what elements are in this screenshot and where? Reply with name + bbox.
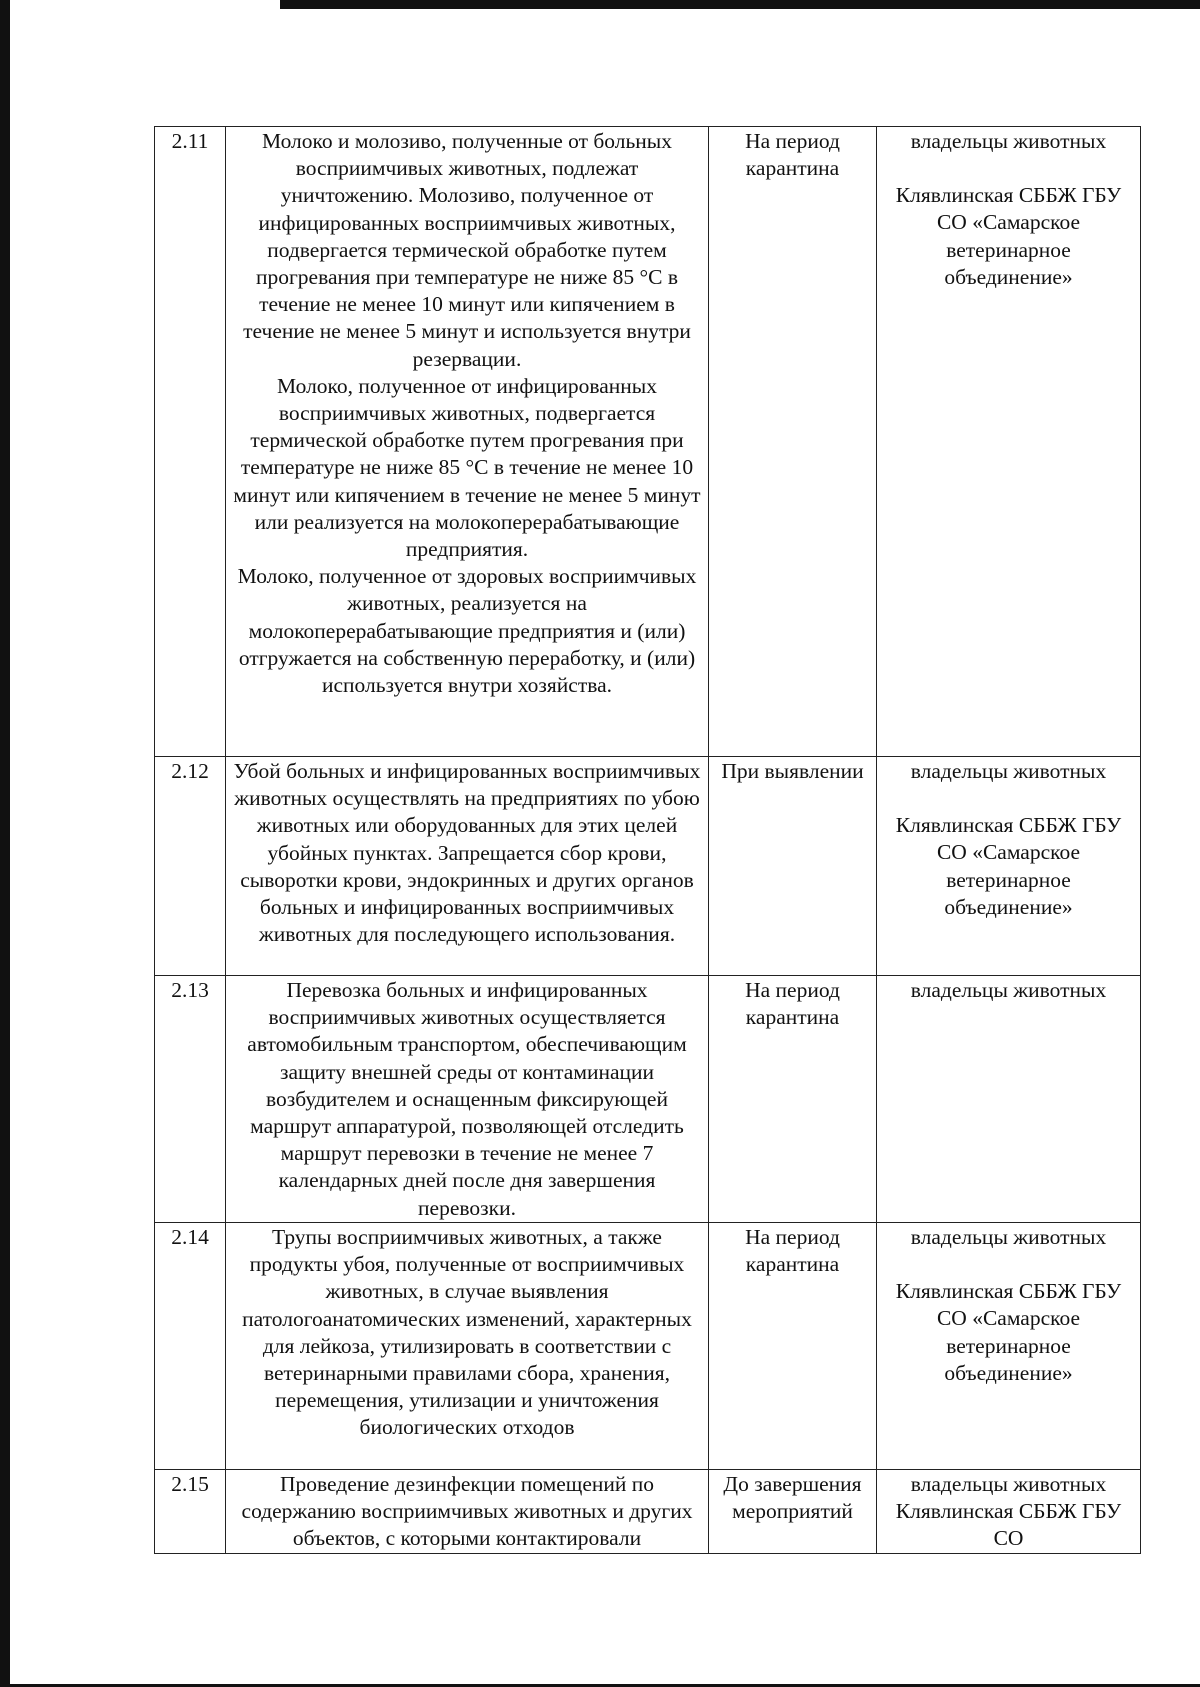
responsible-organization: Клявлинская СББЖ ГБУ СО «Самарское ветеринарное объединение» <box>895 813 1122 919</box>
measure-term: До завершения мероприятий <box>709 1470 877 1554</box>
table-row <box>155 1470 1141 1554</box>
responsible-owner: владельцы животных <box>910 759 1107 783</box>
responsible-organization: Клявлинская СББЖ ГБУ СО <box>895 1499 1122 1551</box>
description-paragraph: Проведение дезинфекции помещений по содержанию восприимчивых животных и других объектов, с которыми контактировали <box>241 1472 693 1551</box>
measure-term: На период карантина <box>709 127 877 757</box>
responsible-owner: владельцы животных <box>910 1472 1107 1496</box>
responsible-party <box>877 1470 1141 1554</box>
table-row <box>155 127 1141 757</box>
item-number: 2.13 <box>155 976 226 1223</box>
description-paragraph: Трупы восприимчивых животных, а также продукты убоя, полученные от восприимчивых животных, в случае выявления патологоанатомических изменений, характерных для лейкоза, утилизировать в соответствии с ветеринарными правилами сбора, хранения, перемещения, утилизации и уничтожения биологических отходов <box>242 1225 692 1440</box>
responsible-organization: Клявлинская СББЖ ГБУ СО «Самарское ветеринарное объединение» <box>895 1279 1122 1385</box>
table-row <box>155 1223 1141 1470</box>
measure-description <box>226 757 709 976</box>
description-paragraph: Молоко и молозиво, полученные от больных восприимчивых животных, подлежат уничтожению. Молозиво, полученное от инфицированных восприимчивых животных, подвергается термической обработке путем прогревания при температуре не ниже 85 °С в течение не менее 10 минут или кипячением в течение не менее 5 минут и используется внутри резервации. <box>243 129 691 371</box>
description-paragraph: Молоко, полученное от здоровых восприимчивых животных, реализуется на молокоперерабатывающие предприятия и (или) отгружается на собственную переработку, и (или) используется внутри хозяйства. <box>237 564 697 698</box>
scan-border-left <box>0 0 10 1687</box>
measure-description <box>226 127 709 757</box>
responsible-owner: владельцы животных <box>910 978 1107 1002</box>
item-number: 2.15 <box>155 1470 226 1554</box>
measure-term: На период карантина <box>709 1223 877 1470</box>
item-number: 2.11 <box>155 127 226 757</box>
table-row <box>155 976 1141 1223</box>
responsible-owner: владельцы животных <box>910 1225 1107 1249</box>
responsible-organization: Клявлинская СББЖ ГБУ СО «Самарское ветеринарное объединение» <box>895 183 1122 289</box>
responsible-owner: владельцы животных <box>910 129 1107 153</box>
item-number: 2.14 <box>155 1223 226 1470</box>
responsible-party <box>877 757 1141 976</box>
item-number: 2.12 <box>155 757 226 976</box>
responsible-party <box>877 1223 1141 1470</box>
measure-description <box>226 976 709 1223</box>
measures-table <box>154 126 1141 1554</box>
scan-border-top <box>280 0 1200 9</box>
responsible-party <box>877 976 1141 1223</box>
description-paragraph: Убой больных и инфицированных восприимчивых животных осуществлять на предприятиях по убою животных или оборудованных для этих целей убойных пунктах. Запрещается сбор крови, сыворотки крови, эндокринных и других органов больных и инфицированных восприимчивых животных для последующего использования. <box>233 759 701 947</box>
description-paragraph: Молоко, полученное от инфицированных восприимчивых животных, подвергается термической обработке путем прогревания при температуре не ниже 85 °С в течение не менее 10 минут или кипячением в течение не менее 5 минут или реализуется на молокоперерабатывающие предприятия. <box>233 373 701 562</box>
table-row <box>155 757 1141 976</box>
measure-description <box>226 1470 709 1554</box>
responsible-party <box>877 127 1141 757</box>
measure-description <box>226 1223 709 1470</box>
measure-term: При выявлении <box>709 757 877 976</box>
measure-term: На период карантина <box>709 976 877 1223</box>
description-paragraph: Перевозка больных и инфицированных восприимчивых животных осуществляется автомобильным транспортом, обеспечивающим защиту внешней среды от контаминации возбудителем и оснащенным фиксирующей маршрут аппаратурой, позволяющей отследить маршрут перевозки в течение не менее 7 календарных дней после дня завершения перевозки. <box>247 978 687 1220</box>
